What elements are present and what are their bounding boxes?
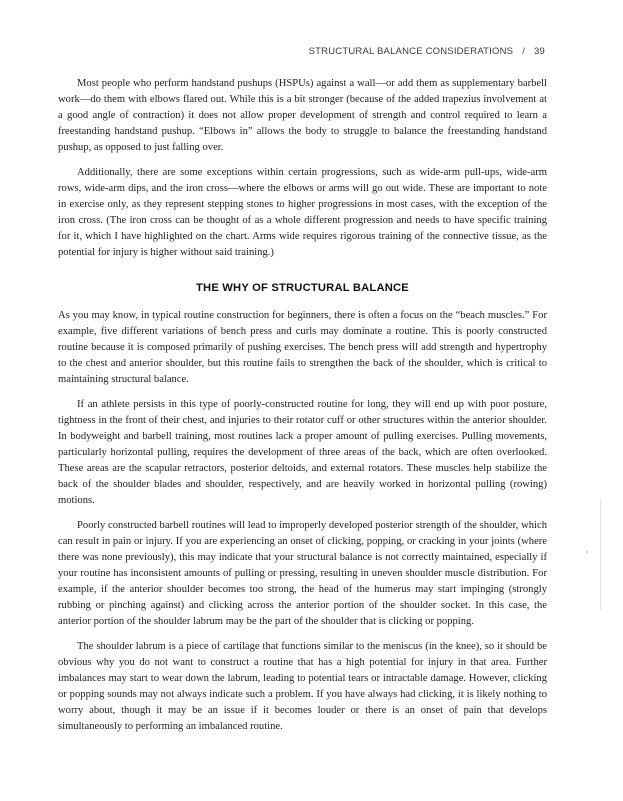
page-number: 39 — [534, 46, 545, 57]
intro-paragraph-2: Additionally, there are some exceptions within certain progressions, such as wide-arm pull-ups, wide-arm rows, wide-arm dips, and the iron cross—where the elbows or arms will go out wide. These are important to note in exercise only, as they represent stepping stones to higher progressions in most cases, with the exception of the iron cross. (The iron cross can be thought of as a whole different progression and needs to have specific training for it, which I have highlighted on the chart. Arms wide requires rigorous training of the connective tissue, as the potential for injury is higher without said training.) — [58, 167, 547, 258]
section-paragraph-3: Poorly constructed barbell routines will lead to improperly developed posterior strength of the shoulder, which can result in pain or injury. If you are experiencing an onset of clicking, popping, or cracking in your joints (where there was none previously), this may indicate that your structural balance is not correctly maintained, especially if your routine has inconsistent amounts of pulling or pressing, resulting in uneven shoulder muscle distribution. For example, if the anterior shoulder becomes too strong, the head of the humerus may start impinging (strongly rubbing or pinching against) and clicking across the anterior portion of the shoulder socket. In this case, the anterior portion of the shoulder labrum may be the part of the shoulder that is clicking or popping. — [58, 520, 547, 627]
header-separator: / — [522, 46, 526, 57]
paragraph-spacer — [58, 630, 547, 639]
page-body — [58, 76, 547, 735]
section-paragraph-4: The shoulder labrum is a piece of cartilage that functions similar to the meniscus (in the knee), so it should be obvious why you do not want to construct a routine that has a high potential for injury in that area. Further imbalances may start to wear down the labrum, leading to potential tears or intractable damage. However, clicking or popping sounds may not always indicate such a problem. If you have always had clicking, it is likely nothing to worry about, though it may be an issue if it becomes louder or there is an onset of pain that develops simultaneously to performing an imbalanced routine. — [58, 641, 547, 732]
section-heading: THE WHY OF STRUCTURAL BALANCE — [196, 282, 409, 294]
section-paragraph-2: If an athlete persists in this type of poorly-constructed routine for long, they will end up with poor posture, tightness in the front of their chest, and injuries to their rotator cuff or other structures within the anterior shoulder. In bodyweight and barbell training, most routines lack a proper amount of pulling exercises. Pulling movements, particularly horizontal pulling, requires the development of three areas of the back, which are often overlooked. These areas are the scapular retractors, posterior deltoids, and external rotators. These muscles help stabilize the back of the shoulder blades and shoulder, respectively, and are heavily worked in horizontal pulling (rowing) motions. — [58, 399, 547, 506]
paragraph-spacer — [58, 388, 547, 397]
paragraph-spacer — [58, 509, 547, 518]
intro-paragraph-1: Most people who perform handstand pushups (HSPUs) against a wall—or add them as supplementary barbell work—do them with elbows flared out. While this is a bit stronger (because of the added trapezius involvement at a good angle of contraction) it does not allow proper development of strength and control required to learn a freestanding handstand pushup. “Elbows in” allows the body to struggle to balance the freestanding handstand pushup, as opposed to just falling over. — [58, 78, 547, 153]
scan-speck — [586, 551, 588, 553]
section-paragraph-1: As you may know, in typical routine construction for beginners, there is often a focus on the “beach muscles.” For example, five different variations of bench press and curls may dominate a routine. This is poorly constructed routine because it is composed primarily of pushing exercises. The bench press will add strength and hypertrophy to the chest and anterior shoulder, but this routine fails to strengthen the back of the shoulder, which is critical to maintaining structural balance. — [58, 310, 547, 385]
scan-edge-line — [600, 500, 601, 610]
running-header — [309, 46, 545, 57]
paragraph-spacer — [58, 156, 547, 165]
running-title: STRUCTURAL BALANCE CONSIDERATIONS — [308, 46, 514, 57]
